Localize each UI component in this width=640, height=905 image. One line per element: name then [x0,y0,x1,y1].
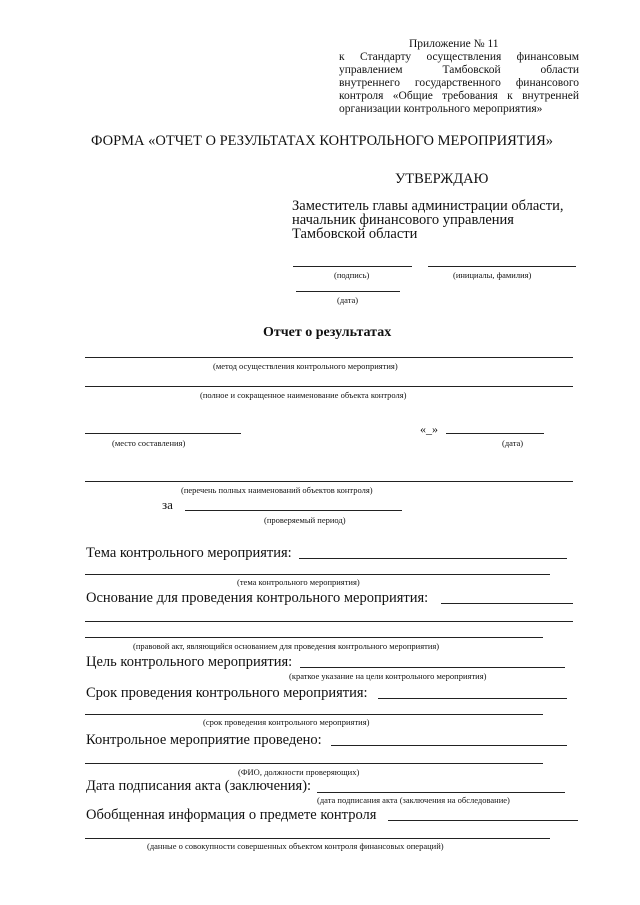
summary-caption: (данные о совокупности совершенных объектом контроля финансовых операций) [147,841,444,851]
appendix-line-3: внутреннего государственного финансового [339,77,579,89]
za-label: за [162,497,173,512]
act-date-label: Дата подписания акта (заключения): [86,778,312,794]
signature-caption: (подпись) [334,270,370,280]
conducted-line-2 [85,763,543,764]
name-caption: (инициалы, фамилия) [453,270,532,280]
place-caption: (место составления) [112,438,186,448]
signature-line [293,266,412,267]
conducted-line-1 [331,745,567,746]
topic-line-1 [299,558,567,559]
basis-line-3 [85,637,543,638]
approver-position-2: начальник финансового управления [292,212,514,228]
topic-line-2 [85,574,550,575]
goal-caption: (краткое указание на цели контрольного мероприятия) [289,671,487,681]
term-line-2 [85,714,543,715]
place-line [85,433,241,434]
term-line-1 [378,698,567,699]
objects-list-caption: (перечень полных наименований объектов контроля) [181,485,373,495]
period-caption: (проверяемый период) [264,515,346,525]
basis-label: Основание для проведения контрольного мероприятия: [86,590,429,606]
basis-line-2 [85,621,573,622]
report-title: Отчет о результатах [263,325,392,340]
goal-line [300,667,565,668]
approver-position-1: Заместитель главы администрации области, [292,198,564,214]
object-caption: (полное и сокращенное наименование объекта контроля) [200,390,407,400]
summary-label: Обобщенная информация о предмете контроля [86,807,377,823]
conducted-caption: (ФИО, должности проверяющих) [238,767,360,777]
term-caption: (срок проведения контрольного мероприятия) [203,717,370,727]
name-line [428,266,576,267]
method-caption: (метод осуществления контрольного мероприятия) [213,361,398,371]
act-date-caption: (дата подписания акта (заключения на обследование) [317,795,510,805]
basis-caption: (правовой акт, являющийся основанием для проведения контрольного мероприятия) [133,641,440,651]
approver-position-3: Тамбовской области [292,226,418,242]
topic-caption: (тема контрольного мероприятия) [237,577,360,587]
objects-list-line [85,481,573,482]
summary-line-2 [85,838,550,839]
act-date-line [317,792,565,793]
goal-label: Цель контрольного мероприятия: [86,654,293,670]
appendix-line-5: организации контрольного мероприятия» [339,103,543,115]
appendix-line-1: к Стандарту осуществления финансовым [339,51,579,63]
date-quote: «_» [420,422,438,436]
object-line [85,386,573,387]
topic-label: Тема контрольного мероприятия: [86,545,292,561]
appendix-line-4: контроля «Общие требования к внутренней [339,90,579,102]
report-date-line [446,433,544,434]
summary-line-1 [388,820,578,821]
term-label: Срок проведения контрольного мероприятия: [86,685,368,701]
appendix-title: Приложение № 11 [409,38,499,50]
method-line [85,357,573,358]
form-title: ФОРМА «ОТЧЕТ О РЕЗУЛЬТАТАХ КОНТРОЛЬНОГО МЕРОПРИЯТИЯ» [91,133,554,149]
report-date-caption: (дата) [502,438,524,448]
conducted-label: Контрольное мероприятие проведено: [86,732,322,748]
period-line [185,510,402,511]
appendix-line-2: управлением Тамбовской области [339,64,579,76]
approve-word: УТВЕРЖДАЮ [395,171,489,187]
approve-date-caption: (дата) [337,295,359,305]
basis-line-1 [441,603,573,604]
approve-date-line [296,291,400,292]
